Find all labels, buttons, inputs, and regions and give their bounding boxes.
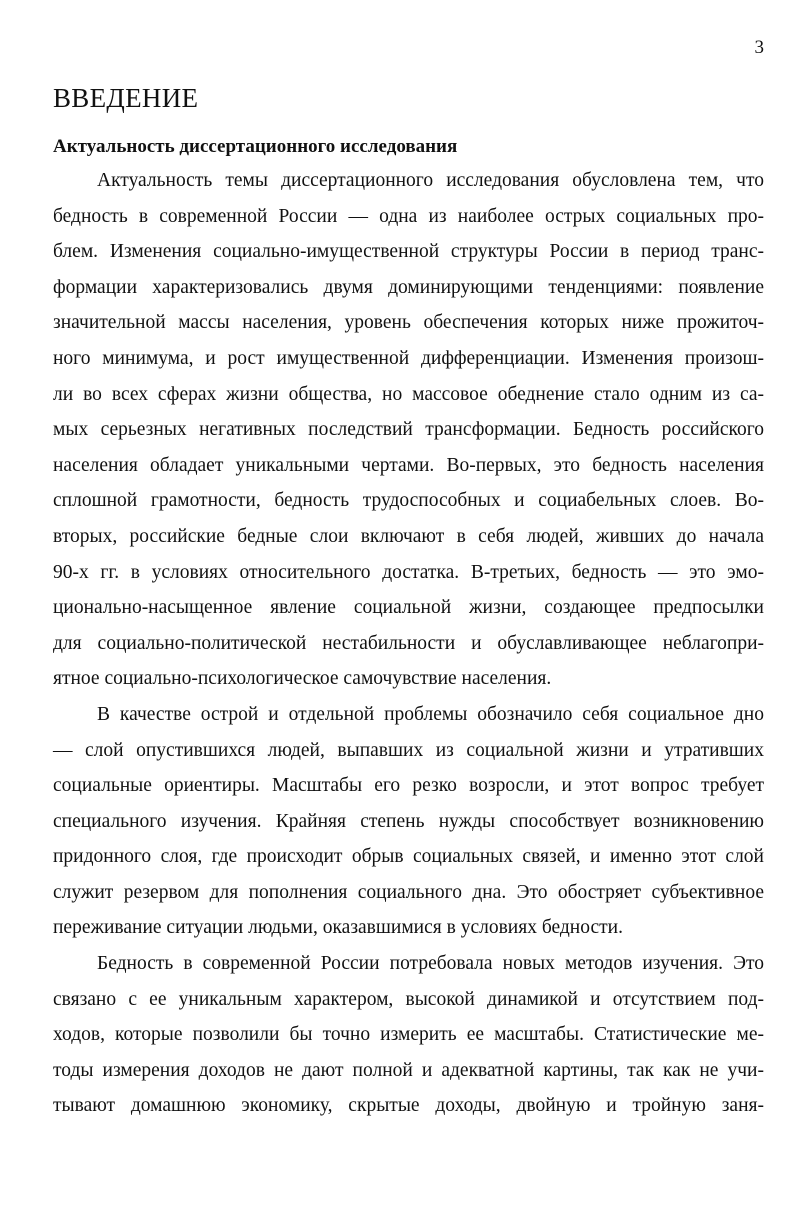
- text-line: ли во всех сферах жизни общества, но массовое обеднение стало одним из са-: [53, 383, 764, 405]
- text-line: связано с ее уникальным характером, высокой динамикой и отсутствием под-: [53, 988, 764, 1010]
- text-line: Актуальность темы диссертационного исследования обусловлена тем, что: [97, 170, 764, 191]
- text-line: 90-х гг. в условиях относительного достатка. В-третьих, бедность — это эмо-: [53, 561, 764, 583]
- text-line: ционально-насыщенное явление социальной жизни, создающее предпосылки: [53, 597, 764, 619]
- text-line: тоды измерения доходов не дают полной и адекватной картины, так как не учи-: [53, 1059, 764, 1081]
- text-line: блем. Изменения социально-имущественной структуры России в период транс-: [53, 241, 764, 263]
- text-line: бедность в современной России — одна из наиболее острых социальных про-: [53, 205, 764, 227]
- text-line: населения обладает уникальными чертами. Во-первых, это бедность населения: [53, 454, 764, 476]
- text-line: переживание ситуации людьми, оказавшимися в условиях бедности.: [53, 917, 623, 939]
- text-line: ходов, которые позволили бы точно измерить ее масштабы. Статистические ме-: [53, 1024, 764, 1046]
- section-subtitle: Актуальность диссертационного исследования: [53, 136, 458, 157]
- text-line: для социально-политической нестабильности и обуславливающее неблагопри-: [53, 632, 764, 654]
- text-line: служит резервом для пополнения социального дна. Это обостряет субъективное: [53, 881, 764, 903]
- text-line: тывают домашнюю экономику, скрытые доходы, двойную и тройную заня-: [53, 1095, 764, 1117]
- paragraph-1: [53, 163, 764, 697]
- text-line: формации характеризовались двумя доминирующими тенденциями: появление: [53, 276, 764, 298]
- section-title: ВВЕДЕНИЕ: [53, 83, 199, 113]
- body-text: [53, 163, 764, 1124]
- paragraph-3: [53, 946, 764, 1124]
- text-line: мых серьезных негативных последствий трансформации. Бедность российского: [53, 419, 764, 441]
- text-line: Бедность в современной России потребовала новых методов изучения. Это: [97, 953, 764, 975]
- text-line: социальные ориентиры. Масштабы его резко возросли, и этот вопрос требует: [53, 775, 764, 797]
- text-line: ного минимума, и рост имущественной дифференциации. Изменения произош-: [53, 347, 764, 369]
- text-line: специального изучения. Крайняя степень нужды способствует возникновению: [53, 810, 764, 832]
- text-line: ятное социально-психологическое самочувствие населения.: [53, 668, 552, 690]
- page-number: 3: [754, 37, 764, 58]
- text-line: придонного слоя, где происходит обрыв социальных связей, и именно этот слой: [53, 846, 764, 868]
- text-line: вторых, российские бедные слои включают в себя людей, живших до начала: [53, 525, 764, 547]
- text-line: В качестве острой и отдельной проблемы обозначило себя социальное дно: [97, 703, 764, 725]
- text-line: сплошной грамотности, бедность трудоспособных и социабельных слоев. Во-: [53, 490, 764, 512]
- text-line: значительной массы населения, уровень обеспечения которых ниже прожиточ-: [53, 312, 764, 334]
- paragraph-2: [53, 697, 764, 946]
- text-line: — слой опустившихся людей, выпавших из социальной жизни и утративших: [53, 739, 764, 761]
